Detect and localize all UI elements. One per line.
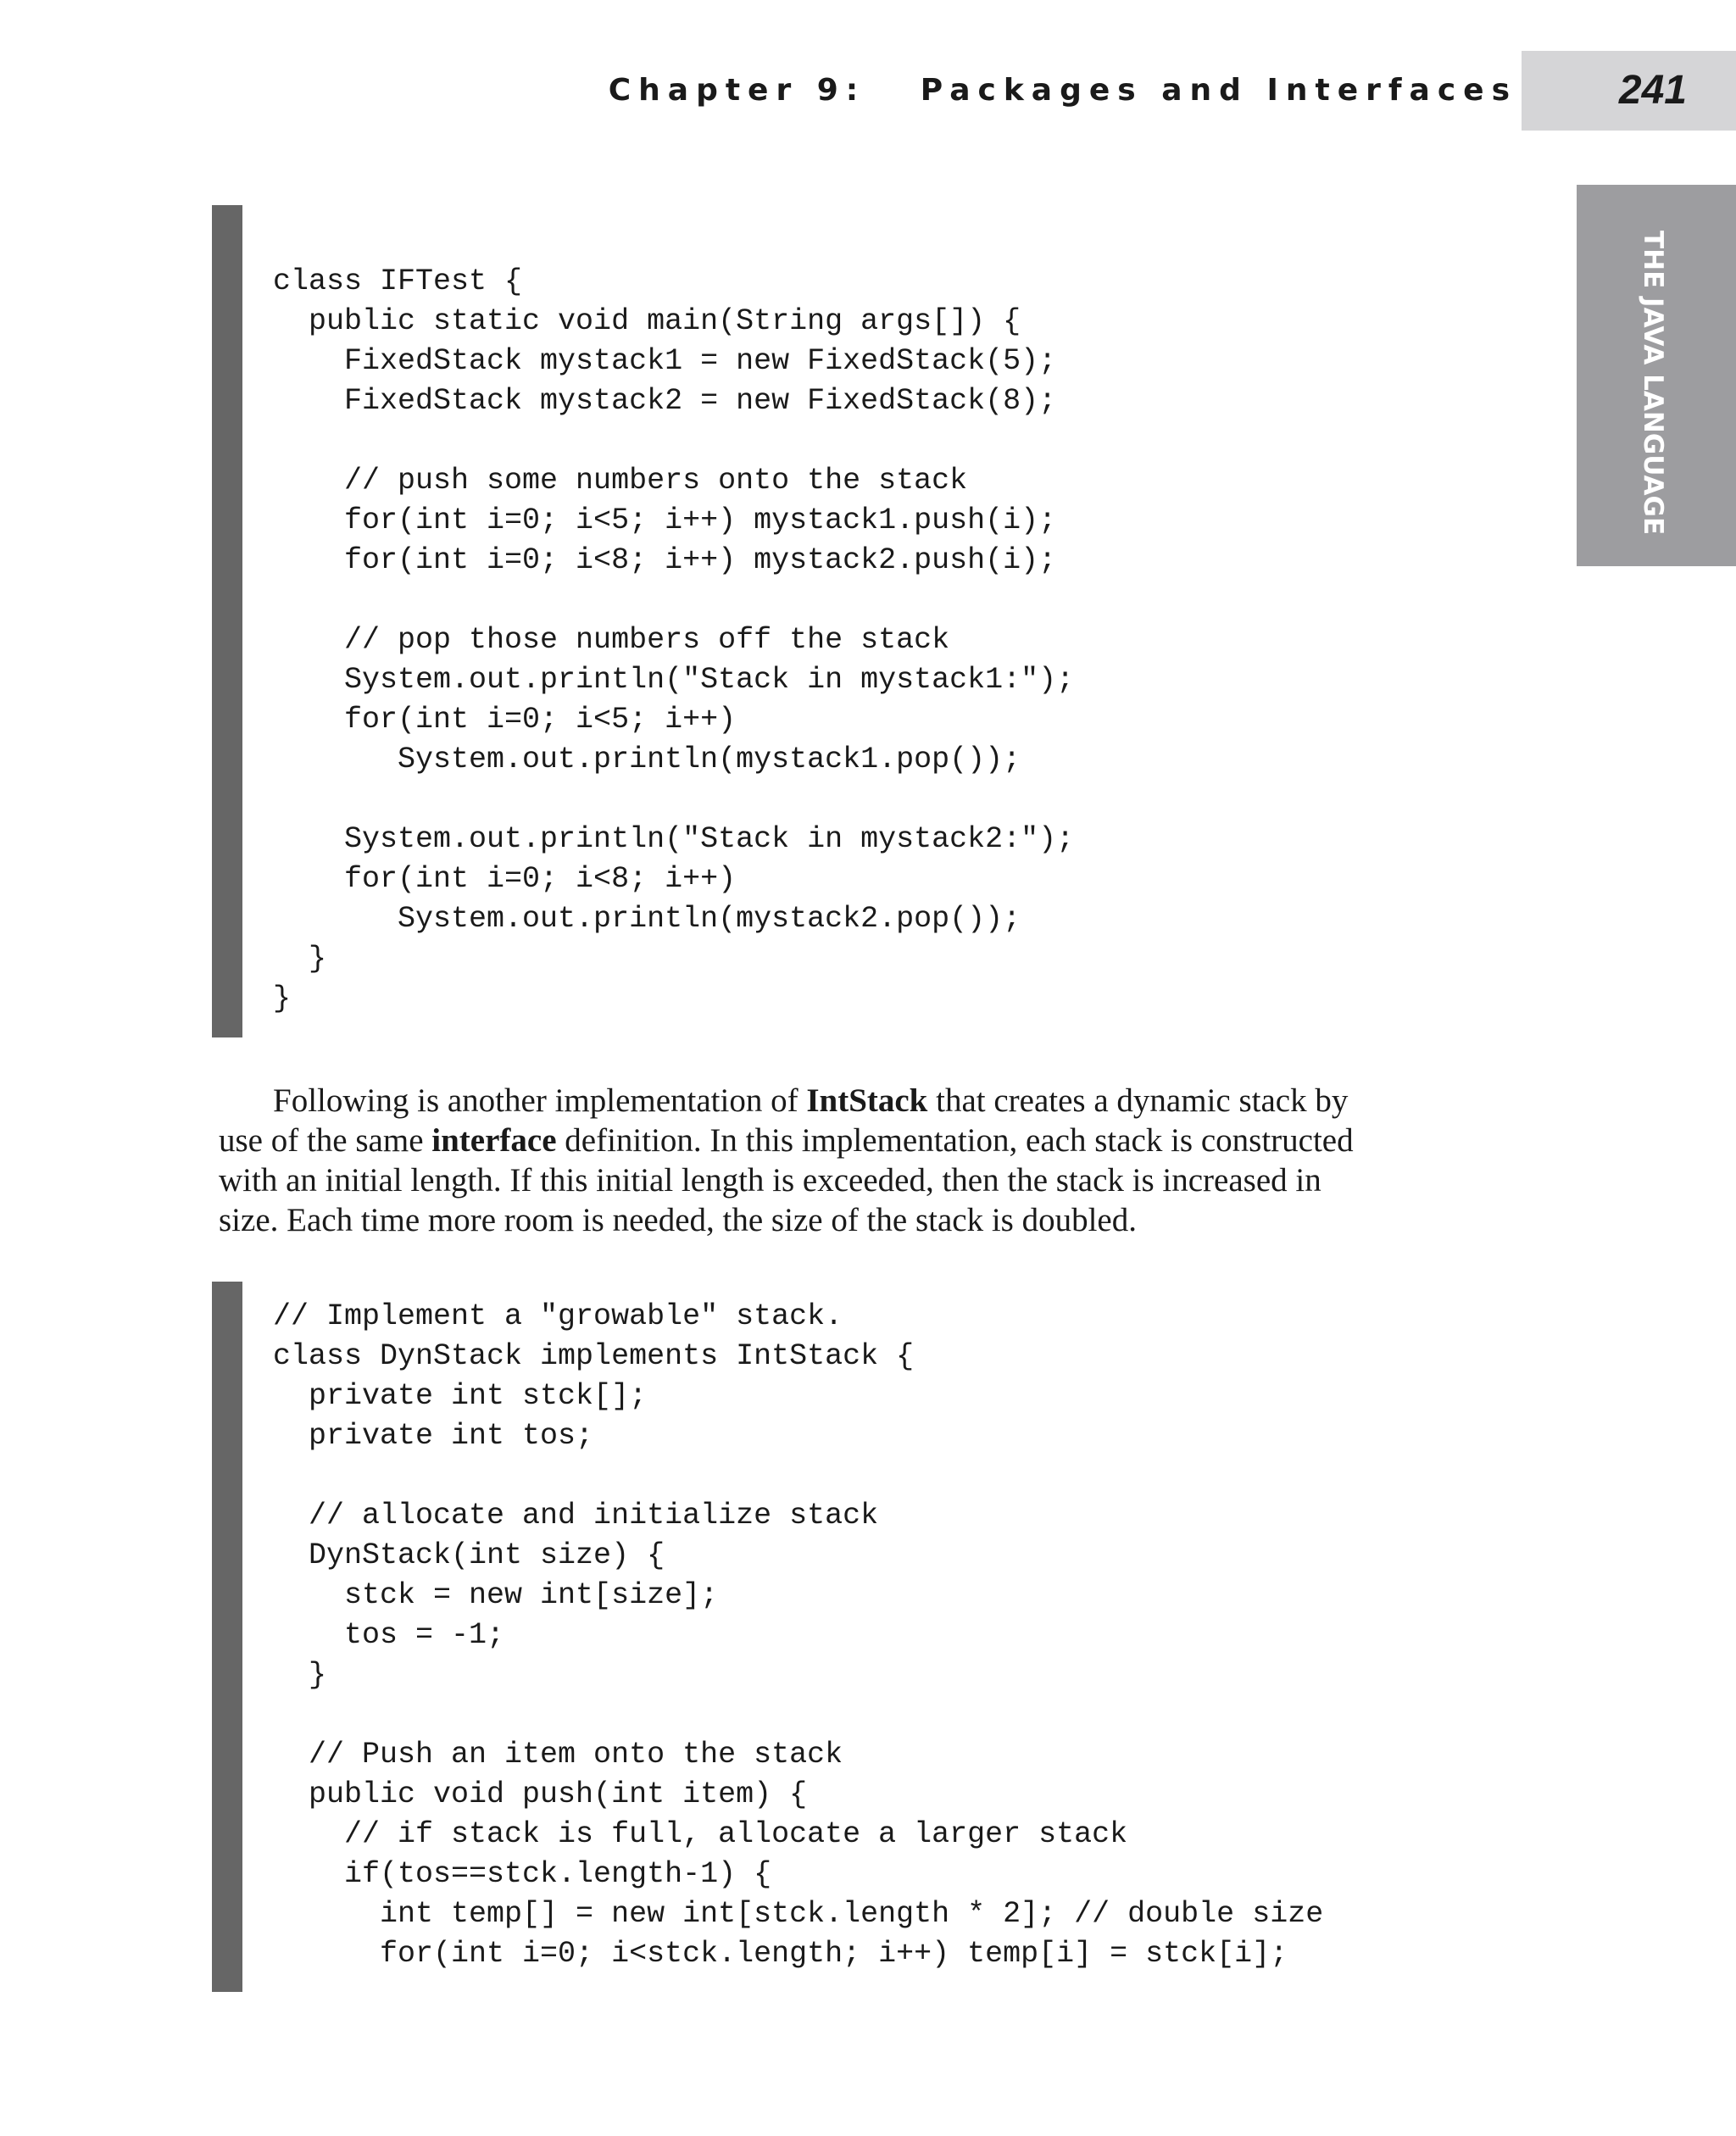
code-line: // allocate and initialize stack	[273, 1499, 879, 1532]
code-term-intstack: IntStack	[806, 1082, 928, 1119]
page-number-box	[1522, 51, 1736, 131]
code-line: // Push an item onto the stack	[273, 1738, 843, 1772]
code-line: private int stck[];	[273, 1379, 648, 1413]
code-line: public static void main(String args[]) {	[273, 304, 1021, 338]
code-line: DynStack(int size) {	[273, 1538, 665, 1572]
paragraph-line	[219, 1081, 1490, 1121]
code-lines	[273, 262, 1074, 1019]
code-line: for(int i=0; i<5; i++)	[273, 703, 737, 737]
code-line: class IFTest {	[273, 264, 523, 298]
body-paragraph	[219, 1081, 1490, 1240]
code-line: stck = new int[size];	[273, 1578, 719, 1612]
code-line: for(int i=0; i<8; i++)	[273, 862, 737, 896]
code-block-bar	[212, 1282, 242, 1992]
code-line: tos = -1;	[273, 1618, 505, 1652]
code-block-bar	[212, 205, 242, 1037]
code-line	[273, 421, 1074, 461]
code-line: }	[273, 942, 327, 976]
code-line: class DynStack implements IntStack {	[273, 1339, 915, 1373]
paragraph-line: with an initial length. If this initial length is exceeded, then the stack is increased in	[219, 1162, 1321, 1199]
code-line: FixedStack mystack1 = new FixedStack(5);	[273, 344, 1057, 378]
code-line: }	[273, 1658, 327, 1692]
code-line: private int tos;	[273, 1419, 594, 1453]
paragraph-line: size. Each time more room is needed, the size of the stack is doubled.	[219, 1202, 1137, 1238]
side-tab-label: THE JAVA LANGUAGE	[1638, 231, 1668, 536]
paragraph-text: use of the same	[219, 1122, 432, 1159]
code-line: }	[273, 982, 292, 1015]
running-head: Chapter 9: Packages and Interfaces	[608, 73, 1517, 108]
code-line: System.out.println(mystack1.pop());	[273, 743, 1021, 776]
paragraph-line	[219, 1121, 1490, 1160]
code-line: if(tos==stck.length-1) {	[273, 1857, 772, 1891]
code-line: System.out.println("Stack in mystack2:");	[273, 822, 1075, 856]
code-line: System.out.println(mystack2.pop());	[273, 902, 1021, 936]
paragraph-text: definition. In this implementation, each stack is constructed	[556, 1122, 1354, 1159]
code-line	[273, 780, 1074, 820]
code-line: System.out.println("Stack in mystack1:");	[273, 663, 1075, 697]
code-line: for(int i=0; i<stck.length; i++) temp[i] = stck[i];	[273, 1937, 1288, 1971]
code-line	[273, 1456, 1323, 1496]
code-block-dynstack	[212, 1282, 1534, 1992]
code-line: // Implement a "growable" stack.	[273, 1299, 843, 1333]
code-line: for(int i=0; i<8; i++) mystack2.push(i);	[273, 543, 1057, 577]
code-term-interface: interface	[431, 1122, 557, 1159]
paragraph-text: Following is another implementation of	[273, 1082, 807, 1119]
code-line: // push some numbers onto the stack	[273, 464, 968, 498]
page-number: 241	[1618, 68, 1687, 113]
code-line: // pop those numbers off the stack	[273, 623, 950, 657]
code-line	[273, 581, 1074, 620]
code-line: int temp[] = new int[stck.length * 2]; // double size	[273, 1897, 1324, 1931]
code-line: public void push(int item) {	[273, 1777, 808, 1811]
code-line: for(int i=0; i<5; i++) mystack1.push(i);	[273, 503, 1057, 537]
code-lines	[273, 1297, 1323, 1974]
code-line: FixedStack mystack2 = new FixedStack(8);	[273, 384, 1057, 418]
code-line	[273, 1695, 1323, 1735]
paragraph-text: that creates a dynamic stack by	[927, 1082, 1349, 1119]
code-block-iftest	[212, 205, 1534, 1037]
code-line: // if stack is full, allocate a larger stack	[273, 1817, 1128, 1851]
